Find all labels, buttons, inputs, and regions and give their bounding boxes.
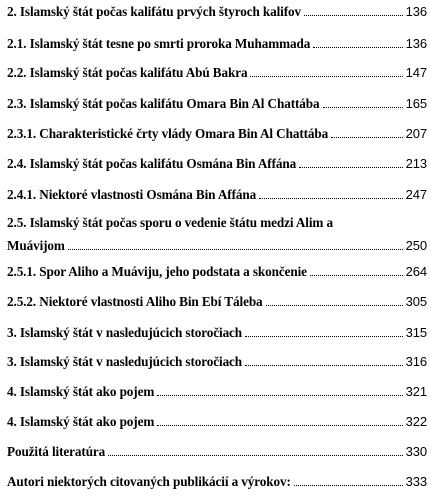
toc-entry-page: 147 <box>405 65 427 80</box>
dot-leader <box>313 47 402 48</box>
toc-entry-page: 305 <box>405 294 427 309</box>
toc-entry-page: 322 <box>405 414 427 429</box>
toc-entry-title: Autori niektorých citovaných publikácií a výrokov: <box>7 474 291 489</box>
toc-entry[interactable] <box>7 64 427 81</box>
toc-entry-page: 316 <box>405 354 427 369</box>
toc-entry[interactable] <box>7 443 427 460</box>
toc-entry-title: 2.5. Islamský štát počas sporu o vedenie štátu medzi Alim a <box>7 215 333 230</box>
toc-entry[interactable] <box>7 214 427 254</box>
toc-entry-title-continued: Muávijom <box>7 238 65 253</box>
toc-entry-title: 2.1. Islamský štát tesne po smrti proroka Muhammada <box>7 36 311 51</box>
toc-entry[interactable] <box>7 155 427 172</box>
toc-entry-page: 315 <box>405 325 427 340</box>
toc-entry-page: 264 <box>405 264 427 279</box>
toc-entry-title: 2. Islamský štát počas kalifátu prvých štyroch kalifov <box>7 4 302 19</box>
toc-entry[interactable] <box>7 383 427 400</box>
toc-entry-title: 4. Islamský štát ako pojem <box>7 384 155 399</box>
toc-entry[interactable] <box>7 473 427 490</box>
toc-entry[interactable] <box>7 186 427 203</box>
toc-entry-title: 2.3. Islamský štát počas kalifátu Omara Bin Al Chattába <box>7 96 320 111</box>
toc-entry-title: 2.5.1. Spor Aliho a Muáviju, jeho podstata a skončenie <box>7 264 307 279</box>
dot-leader <box>266 305 403 306</box>
toc-entry-title: 3. Islamský štát v nasledujúcich storočiach <box>7 325 243 340</box>
toc-entry-title: 2.3.1. Charakteristické črty vlády Omara Bin Al Chattába <box>7 126 329 141</box>
dot-leader <box>157 425 402 426</box>
toc-entry[interactable] <box>7 353 427 370</box>
toc-entry[interactable] <box>7 413 427 430</box>
dot-leader <box>299 167 403 168</box>
toc-entry-title: 2.2. Islamský štát počas kalifátu Abú Bakra <box>7 65 248 80</box>
toc-entry[interactable] <box>7 324 427 341</box>
toc-entry-title: 3. Islamský štát v nasledujúcich storočiach <box>7 354 243 369</box>
toc-entry[interactable] <box>7 293 427 310</box>
toc-entry-page: 330 <box>405 444 427 459</box>
dot-leader <box>304 15 403 16</box>
dot-leader <box>245 336 403 337</box>
toc-entry-title: 2.4.1. Niektoré vlastnosti Osmána Bin Affána <box>7 187 257 202</box>
dot-leader <box>245 365 403 366</box>
toc-entry-page: 333 <box>405 474 427 489</box>
toc-entry-page: 165 <box>405 96 427 111</box>
toc-entry[interactable] <box>7 35 427 52</box>
dot-leader <box>331 137 402 138</box>
dot-leader <box>294 485 403 486</box>
toc-entry[interactable] <box>7 95 427 112</box>
toc-entry-page: 247 <box>405 187 427 202</box>
toc-entry-title: 2.5.2. Niektoré vlastnosti Aliho Bin Ebí Táleba <box>7 294 263 309</box>
toc-entry-title: 4. Islamský štát ako pojem <box>7 414 155 429</box>
toc-entry-title: 2.4. Islamský štát počas kalifátu Osmána Bin Affána <box>7 156 297 171</box>
toc-entry-page: 136 <box>405 36 427 51</box>
toc-entry-page: 136 <box>405 4 427 19</box>
dot-leader <box>323 107 403 108</box>
toc-entry-page: 250 <box>405 238 427 253</box>
dot-leader <box>68 249 403 250</box>
dot-leader <box>310 275 403 276</box>
toc-entry[interactable] <box>7 125 427 142</box>
toc-entry[interactable] <box>7 3 427 20</box>
dot-leader <box>250 76 402 77</box>
toc-entry-page: 321 <box>405 384 427 399</box>
toc-entry[interactable] <box>7 263 427 280</box>
dot-leader <box>259 198 403 199</box>
dot-leader <box>108 455 402 456</box>
toc-entry-page: 213 <box>405 156 427 171</box>
toc-entry-page: 207 <box>405 126 427 141</box>
dot-leader <box>157 395 402 396</box>
toc-entry-title: Použitá literatúra <box>7 444 106 459</box>
